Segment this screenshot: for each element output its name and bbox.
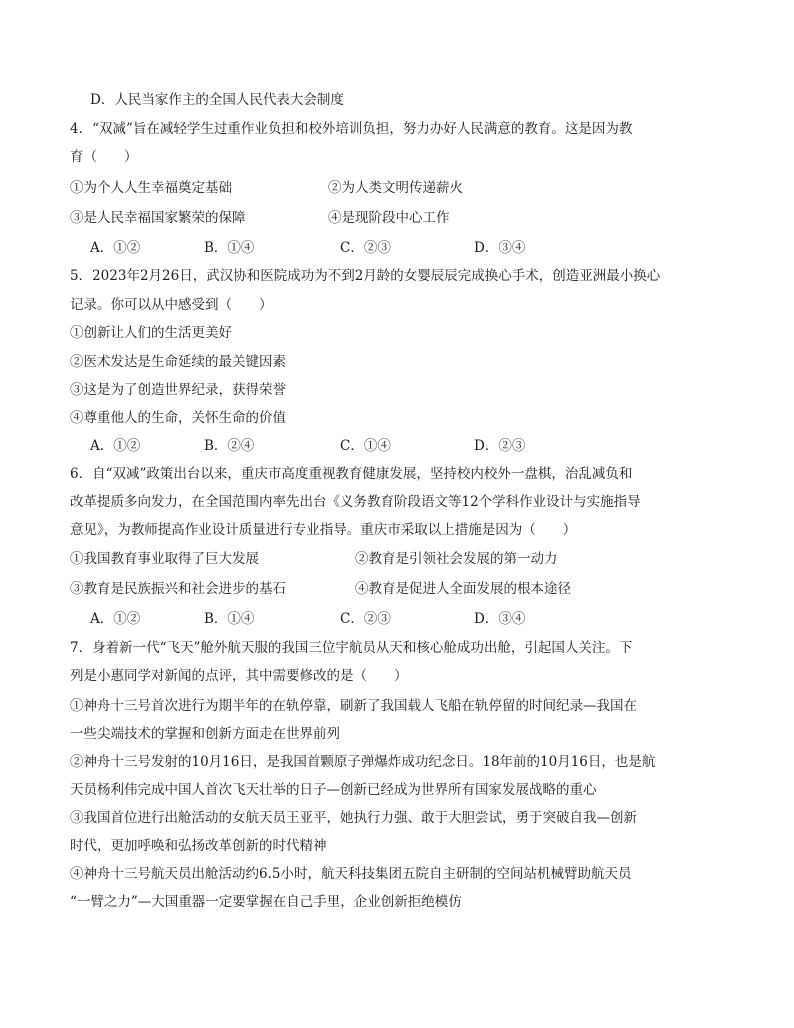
q5-item-4: ④尊重他人的生命，关怀生命的价值 bbox=[70, 410, 286, 426]
q4-items-row-1 bbox=[70, 178, 730, 198]
q6-option-c: C．②③ bbox=[340, 611, 391, 627]
q7-item-2-line-1: ②神舟十三号发射的10月16日，是我国首颗原子弹爆炸成功纪念日。18年前的10月16日，也是航 bbox=[70, 754, 656, 770]
q4-option-d: D．③④ bbox=[474, 240, 526, 256]
q5-stem-line-1: 5．2023年2月26日，武汉协和医院成功为不到2月龄的女婴辰辰完成换心手术，创造亚洲最小换心 bbox=[70, 268, 661, 284]
q4-option-b: B．①④ bbox=[204, 240, 255, 256]
q5-item-1: ①创新让人们的生活更美好 bbox=[70, 325, 232, 341]
q7-item-3-line-2: 时代，更加呼唤和弘扬改革创新的时代精神 bbox=[70, 838, 327, 854]
q7-item-1-line-2: 一些尖端技术的掌握和创新方面走在世界前列 bbox=[70, 726, 340, 742]
q6-option-a: A．①② bbox=[90, 611, 141, 627]
q4-stem-line-2: 育（ ） bbox=[70, 149, 138, 165]
q5-option-d: D．②③ bbox=[474, 438, 526, 454]
q4-item-4: ④是现阶段中心工作 bbox=[328, 210, 450, 226]
q6-option-d: D．③④ bbox=[474, 611, 526, 627]
q7-item-4-line-1: ④神舟十三号航天员出舱活动约6.5小时，航天科技集团五院自主研制的空间站机械臂助航天员 bbox=[70, 866, 632, 882]
q6-option-b: B．①④ bbox=[204, 611, 255, 627]
q7-stem-line-1: 7．身着新一代“飞天”舱外航天服的我国三位宇航员从天和核心舱成功出舱，引起国人关注。下 bbox=[70, 640, 633, 656]
q6-items-row-2 bbox=[70, 579, 730, 599]
q6-item-3: ③教育是民族振兴和社会进步的基石 bbox=[70, 581, 286, 597]
q7-stem-line-2: 列是小惠同学对新闻的点评，其中需要修改的是（ ） bbox=[70, 668, 408, 684]
q4-stem-line-1: 4．“双减”旨在减轻学生过重作业负担和校外培训负担，努力办好人民满意的教育。这是因为教 bbox=[70, 121, 633, 137]
q4-items-row-2 bbox=[70, 208, 730, 228]
q5-options bbox=[90, 436, 730, 456]
q3-option-d: D．人民当家作主的全国人民代表大会制度 bbox=[90, 92, 344, 108]
q5-option-c: C．①④ bbox=[340, 438, 391, 454]
q5-item-2: ②医术发达是生命延续的最关键因素 bbox=[70, 354, 286, 370]
q4-options bbox=[90, 238, 730, 258]
q4-item-1: ①为个人人生幸福奠定基础 bbox=[70, 180, 232, 196]
q4-item-3: ③是人民幸福国家繁荣的保障 bbox=[70, 210, 246, 226]
q7-item-2-line-2: 天员杨利伟完成中国人首次飞天壮举的日子—创新已经成为世界所有国家发展战略的重心 bbox=[70, 782, 597, 798]
q6-stem-line-1: 6．自“双减”政策出台以来，重庆市高度重视教育健康发展，坚持校内校外一盘棋，治乱减负和 bbox=[70, 466, 633, 482]
q5-stem-line-2: 记录。你可以从中感受到（ ） bbox=[70, 297, 273, 313]
q4-option-c: C．②③ bbox=[340, 240, 391, 256]
q5-item-3: ③这是为了创造世界纪录，获得荣誉 bbox=[70, 382, 286, 398]
q4-option-a: A．①② bbox=[90, 240, 141, 256]
q7-item-4-line-2: “一臂之力”—大国重器一定要掌握在自己手里，企业创新拒绝模仿 bbox=[70, 894, 462, 910]
q6-item-2: ②教育是引领社会发展的第一动力 bbox=[355, 551, 558, 567]
q6-stem-line-2: 改革提质多向发力，在全国范围内率先出台《义务教育阶段语文等12个学科作业设计与实施指导 bbox=[70, 494, 641, 510]
q5-option-b: B．②④ bbox=[204, 438, 255, 454]
q6-stem-line-3: 意见》，为教师提高作业设计质量进行专业指导。重庆市采取以上措施是因为（ ） bbox=[70, 522, 577, 538]
q6-options bbox=[90, 609, 730, 629]
q7-item-1-line-1: ①神舟十三号首次进行为期半年的在轨停靠，刷新了我国载人飞船在轨停留的时间纪录—我国在 bbox=[70, 698, 637, 714]
q6-item-4: ④教育是促进人全面发展的根本途径 bbox=[355, 581, 571, 597]
q6-items-row-1 bbox=[70, 549, 730, 569]
q4-item-2: ②为人类文明传递薪火 bbox=[328, 180, 463, 196]
q7-item-3-line-1: ③我国首位进行出舱活动的女航天员王亚平，她执行力强、敢于大胆尝试，勇于突破自我—创新 bbox=[70, 810, 637, 826]
q5-option-a: A．①② bbox=[90, 438, 141, 454]
q6-item-1: ①我国教育事业取得了巨大发展 bbox=[70, 551, 259, 567]
